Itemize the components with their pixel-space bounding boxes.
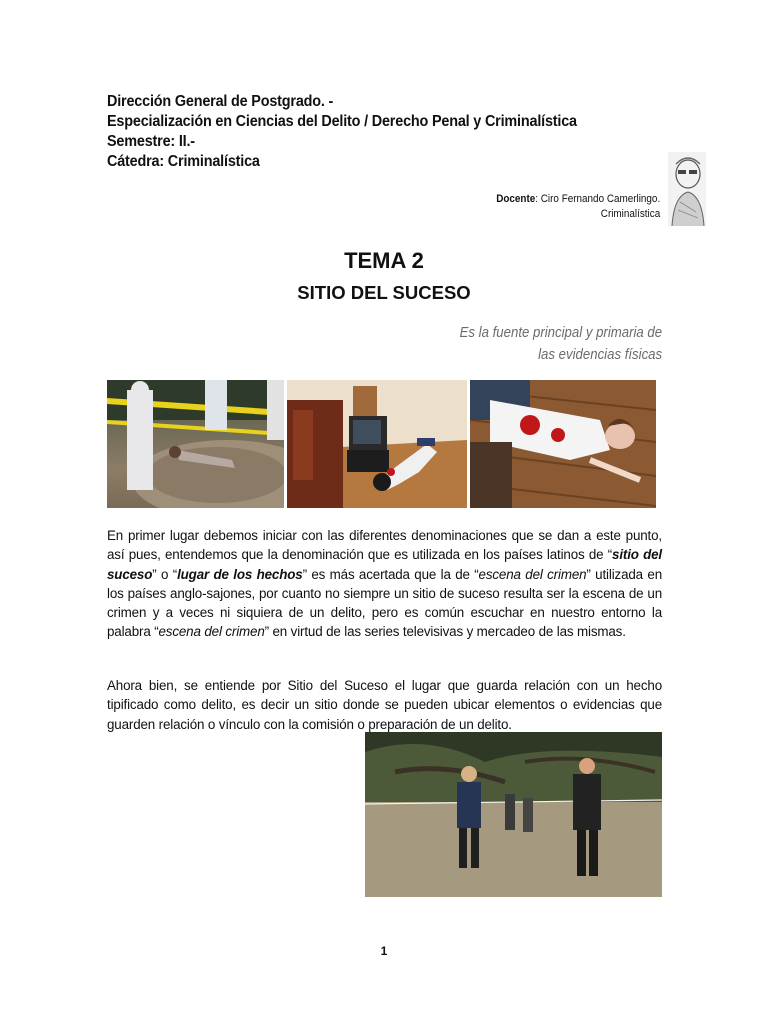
docente-label: Docente xyxy=(496,193,536,205)
paragraph1-term-escena-del-crimen: escena del crimen xyxy=(478,566,587,582)
docente-name: : Ciro Fernando Camerlingo. xyxy=(535,193,660,205)
paragraph1-text-4: ” utilizada en los países anglo-sajones, por cuanto no siempre un sitio de suceso resulta ser la escena de un crimen y a veces ni siquiera de un delito, pero es común escuchar en nuestro entorno la palabra “ xyxy=(107,566,662,640)
paragraph1-text-1: En primer lugar debemos iniciar con las diferentes denominaciones que se dan a este punto, así pues, entendemos que la denominación que es utilizada en los países latinos de “ xyxy=(107,528,662,563)
author-portrait-image xyxy=(668,152,706,226)
paragraph1-text-3: ” es más acertada que la de “ xyxy=(302,566,479,582)
paragraph-denominaciones xyxy=(107,526,662,642)
paragraph-definicion: Ahora bien, se entiende por Sitio del Suceso el lugar que guarda relación con un hecho tipificado como delito, es decir un sitio donde se pueden ubicar elementos o evidencias que guarden relación o vínculo con la comisión o preparación de un delito. xyxy=(107,678,662,732)
page-number: 1 xyxy=(380,944,388,958)
page-subtitle: SITIO DEL SUCESO xyxy=(297,282,471,303)
header-line-course: Cátedra: Criminalística xyxy=(107,153,260,170)
header-line-semester: Semestre: II.- xyxy=(107,133,195,150)
paragraph1-term-escena-del-crimen-2: escena del crimen xyxy=(158,624,265,640)
page-title: TEMA 2 xyxy=(344,248,424,273)
quote-line-2: las evidencias físicas xyxy=(538,346,662,363)
crime-scene-photo-outdoor xyxy=(107,380,284,508)
header-line-institution: Dirección General de Postgrado. - xyxy=(107,93,334,110)
crime-scene-photo-victim xyxy=(470,380,656,508)
document-header xyxy=(107,92,577,172)
paragraph1-text-2: ” o “ xyxy=(152,566,178,582)
investigators-forest-photo xyxy=(365,732,662,897)
docente-area: Criminalística xyxy=(600,208,660,220)
paragraph1-text-5: ” en virtud de las series televisivas y mercadeo de las mismas. xyxy=(264,624,626,640)
quote-line-1: Es la fuente principal y primaria de xyxy=(459,324,662,341)
header-line-program: Especialización en Ciencias del Delito / Derecho Penal y Criminalística xyxy=(107,113,577,130)
paragraph1-term-lugar-de-los-hechos: lugar de los hechos xyxy=(177,566,303,582)
crime-scene-photo-indoor xyxy=(287,380,467,508)
epigraph-quote xyxy=(459,322,662,366)
paragraph1-term-sitio-del-suceso: sitio del suceso xyxy=(107,547,663,582)
docente-block xyxy=(496,192,660,222)
